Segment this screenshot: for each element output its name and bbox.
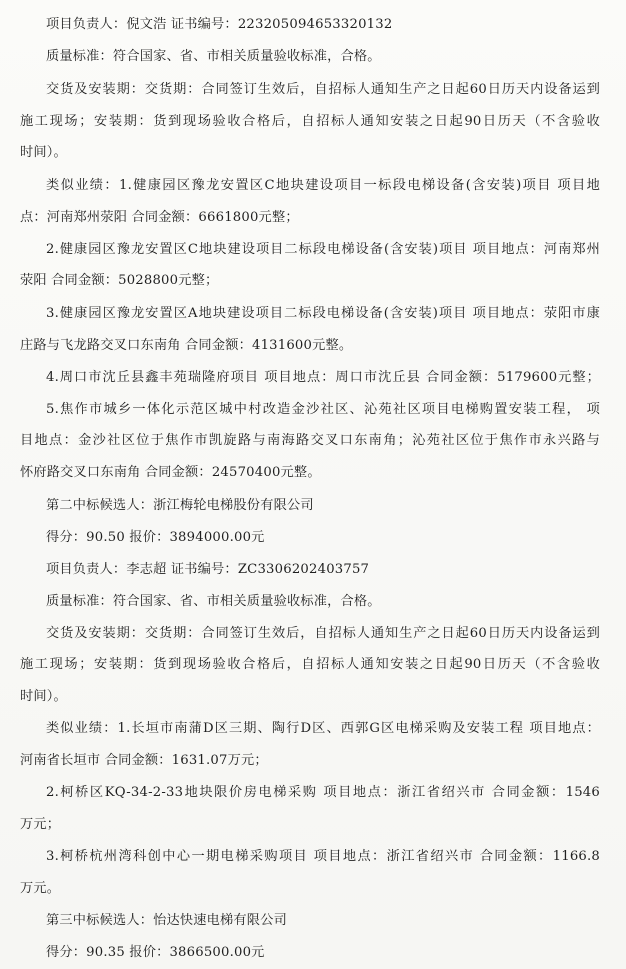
text-line: 怀府路交叉口东南角 合同金额：24570400元整。 xyxy=(20,465,321,480)
text-line: 3.柯桥杭州湾科创中心一期电梯采购项目 项目地点：浙江省绍兴市 合同金额：1166.8 xyxy=(46,849,600,864)
text-line: 2.柯桥区KQ-34-2-33地块限价房电梯采购 项目地点：浙江省绍兴市 合同金额：1546 xyxy=(46,785,600,800)
text-line: 项目负责人：李志超 证书编号：ZC3306202403757 xyxy=(46,562,370,577)
text-line: 5.焦作市城乡一体化示范区城中村改造金沙社区、沁苑社区项目电梯购置安装工程， 项 xyxy=(46,402,600,417)
text-line: 万元。 xyxy=(20,881,61,896)
text-line: 第三中标候选人：怡达快速电梯有限公司 xyxy=(46,913,287,928)
text-line: 荥阳 合同金额：5028800元整； xyxy=(20,273,219,288)
text-line: 得分：90.50 报价：3894000.00元 xyxy=(46,530,265,545)
text-line: 类似业绩：1.长垣市南蒲D区三期、陶行D区、西郭G区电梯采购及安装工程 项目地点： xyxy=(46,721,600,736)
text-line: 交货及安装期：交货期：合同签订生效后，自招标人通知生产之日起60日历天内设备运到 xyxy=(46,82,600,97)
text-line: 时间）。 xyxy=(20,689,67,704)
text-line: 项目负责人：倪文浩 证书编号：223205094653320132 xyxy=(46,17,393,32)
text-line: 4.周口市沈丘县鑫丰苑瑞隆府项目 项目地点：周口市沈丘县 合同金额：5179600元整； xyxy=(46,370,600,385)
text-line: 河南省长垣市 合同金额：1631.07万元； xyxy=(20,753,268,768)
text-line: 类似业绩：1.健康园区豫龙安置区C地块建设项目一标段电梯设备(含安装)项目 项目地 xyxy=(46,178,600,193)
text-line: 施工现场；安装期：货到现场验收合格后，自招标人通知安装之日起90日历天（不含验收 xyxy=(20,657,600,672)
text-line: 万元； xyxy=(20,817,61,832)
text-line: 得分：90.35 报价：3866500.00元 xyxy=(46,945,265,960)
text-line: 2.健康园区豫龙安置区C地块建设项目二标段电梯设备(含安装)项目 项目地点：河南郑州 xyxy=(46,242,600,257)
text-line: 点：河南郑州荥阳 合同金额：6661800元整； xyxy=(20,210,299,225)
text-line: 庄路与飞龙路交叉口东南角 合同金额：4131600元整。 xyxy=(20,338,353,353)
text-line: 施工现场；安装期：货到现场验收合格后，自招标人通知安装之日起90日历天（不含验收 xyxy=(20,114,600,129)
text-line: 第二中标候选人：浙江梅轮电梯股份有限公司 xyxy=(46,498,314,513)
text-line: 质量标准：符合国家、省、市相关质量验收标准，合格。 xyxy=(46,594,381,609)
text-line: 交货及安装期：交货期：合同签订生效后，自招标人通知生产之日起60日历天内设备运到 xyxy=(46,626,600,641)
text-line: 3.健康园区豫龙安置区A地块建设项目二标段电梯设备(含安装)项目 项目地点：荥阳市康 xyxy=(46,306,600,321)
text-line: 时间）。 xyxy=(20,145,67,160)
text-line: 目地点：金沙社区位于焦作市凯旋路与南海路交叉口东南角；沁苑社区位于焦作市永兴路与 xyxy=(20,433,600,448)
text-line: 质量标准：符合国家、省、市相关质量验收标准，合格。 xyxy=(46,49,381,64)
